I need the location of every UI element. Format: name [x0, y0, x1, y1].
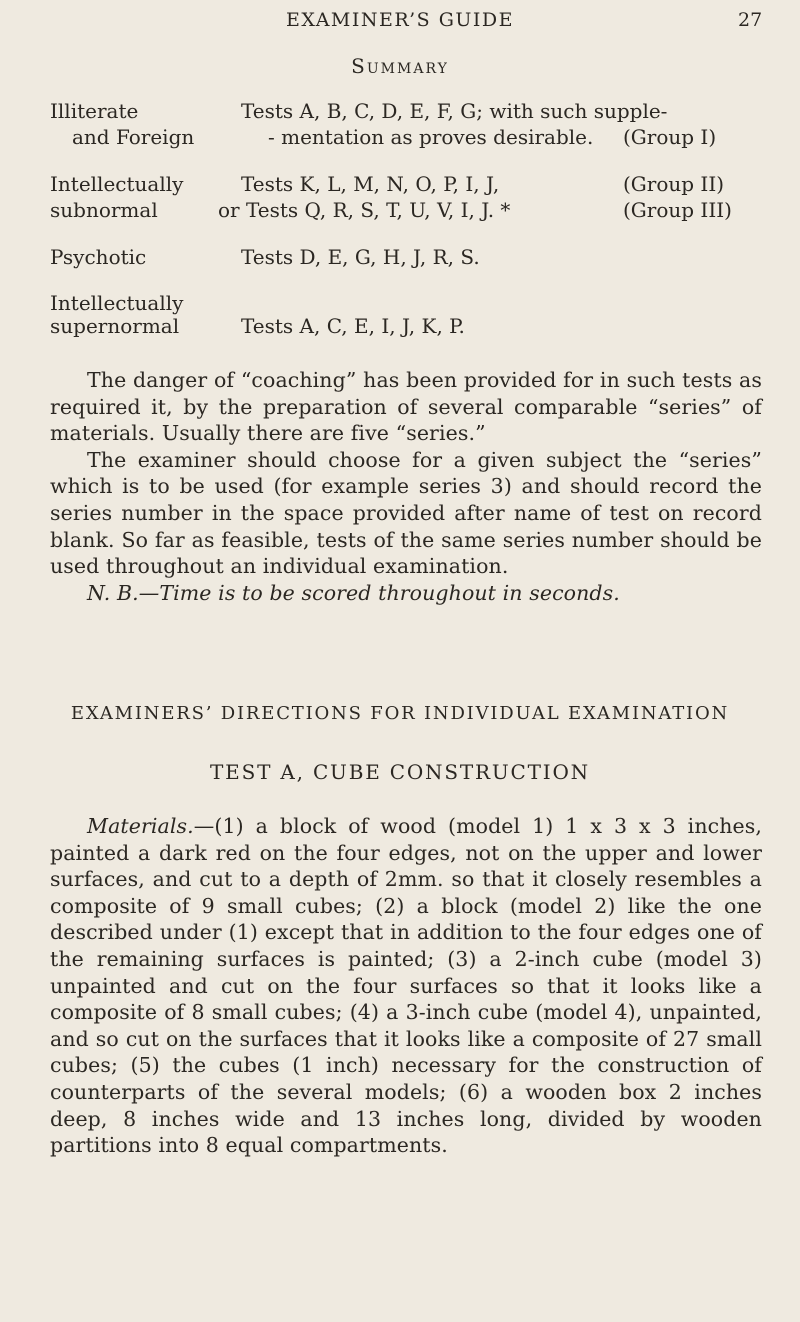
page-number: 27 — [738, 9, 763, 31]
summary-tests: - mentation as proves desirable. — [268, 125, 594, 149]
summary-tests: Tests D, E, G, H, J, R, S. — [241, 245, 480, 269]
coaching-paragraph: The danger of “coaching” has been provided for in such tests as required it, by the preparation of several comparable “series” of materials. Usually there are five “series.” — [50, 368, 762, 446]
summary-group: (Group I) — [623, 125, 717, 149]
summary-tests: Tests A, B, C, D, E, F, G; with such supple- — [241, 99, 668, 123]
materials-paragraph — [50, 813, 762, 1159]
summary-label: subnormal — [50, 198, 158, 222]
time-note: N. B.—Time is to be scored throughout in seconds. — [87, 580, 620, 605]
summary-group: (Group III) — [623, 198, 732, 222]
materials-label: Materials. — [87, 814, 194, 838]
summary-label: Psychotic — [50, 245, 147, 269]
test-a-heading: TEST A, CUBE CONSTRUCTION — [210, 760, 590, 784]
series-paragraph: The examiner should choose for a given subject the “series” which is to be used (for example series 3) and should record the series number in the space provided after name of test on record blank. So far as feasible, tests of the same series number should be used throughout an individual examination. — [50, 447, 762, 579]
summary-heading: Summary — [351, 54, 449, 78]
summary-tests: Tests K, L, M, N, O, P, I, J, — [241, 172, 500, 196]
coaching-section — [50, 367, 762, 606]
materials-section — [50, 813, 762, 1159]
summary-label: Intellectually — [50, 291, 184, 315]
directions-heading: EXAMINERS’ DIRECTIONS FOR INDIVIDUAL EXAMINATION — [70, 703, 730, 724]
summary-tests: Tests A, C, E, I, J, K, P. — [241, 314, 465, 338]
summary-label: Intellectually — [50, 172, 184, 196]
summary-label: supernormal — [50, 314, 180, 338]
running-header: EXAMINER’S GUIDE — [285, 9, 515, 31]
summary-tests: or Tests Q, R, S, T, U, V, I, J. * — [218, 198, 511, 222]
summary-label: and Foreign — [72, 125, 195, 149]
materials-text: —(1) a block of wood (model 1) 1 x 3 x 3 inches, painted a dark red on the four edges, not on the upper and lower surfaces, and cut to a depth of 2mm. so that it closely resembles a composite of 9 small cubes; (2) a block (model 2) like the one described under (1) except that in addition to the four edges one of the remaining surfaces is painted; (3) a 2-inch cube (model 3) unpainted and cut on the four surfaces so that it looks like a composite of 8 small cubes; (4) a 3-inch cube (model 4), unpainted, and so cut on the surfaces that it looks like a composite of 27 small cubes; (5) the cubes (1 inch) necessary for the construction of counterparts of the several models; (6) a wooden box 2 inches deep, 8 inches wide and 13 inches long, divided by wooden partitions into 8 equal compartments. — [50, 814, 762, 1158]
summary-group: (Group II) — [623, 172, 725, 196]
summary-label: Illiterate — [50, 99, 139, 123]
